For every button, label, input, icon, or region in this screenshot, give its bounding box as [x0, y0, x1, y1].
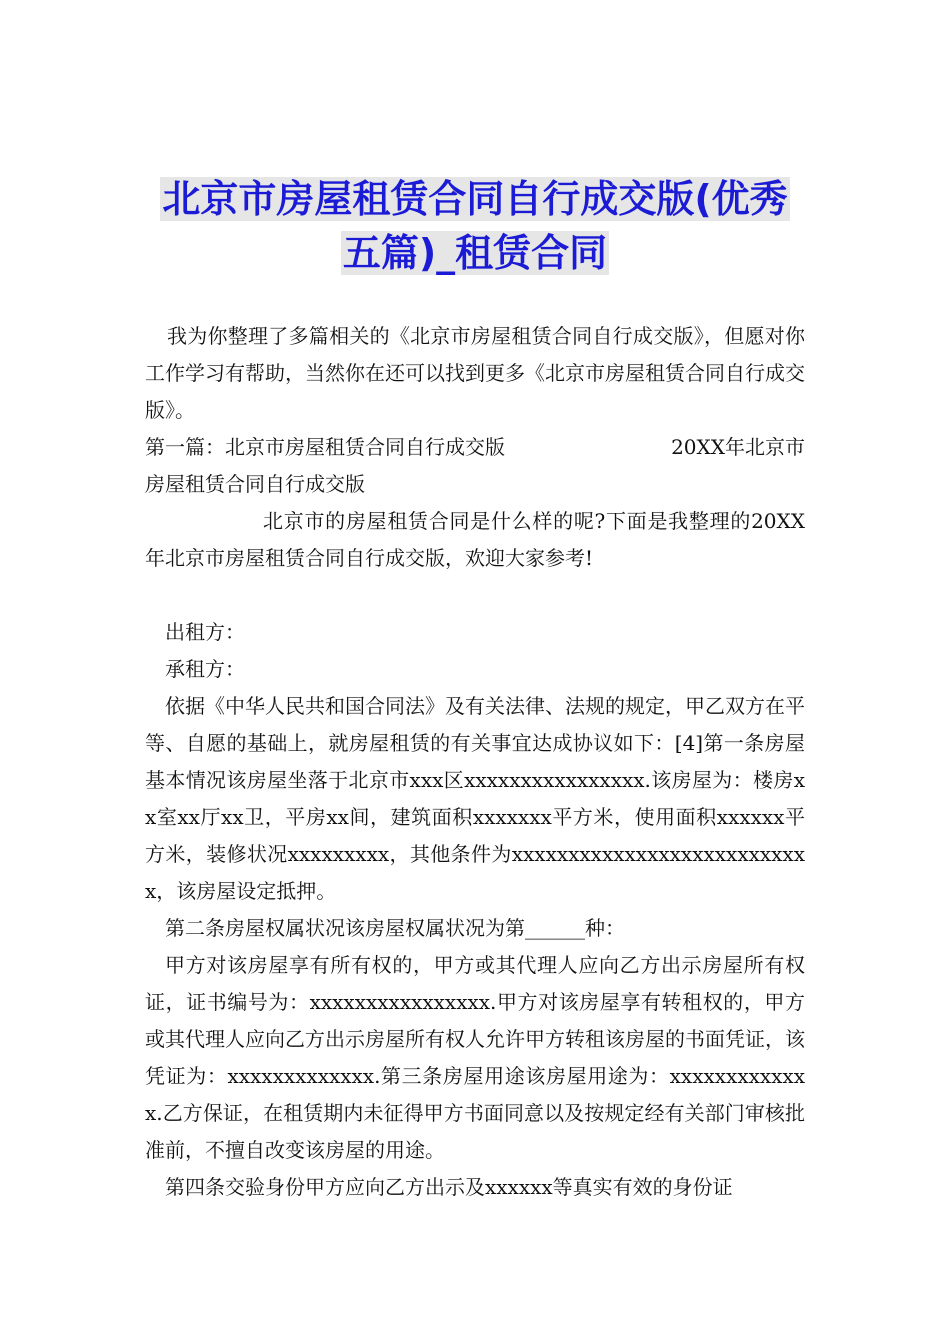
title-line-1: 北京市房屋租赁合同自行成交版(优秀: [162, 177, 788, 221]
article-4-paragraph: 第四条交验身份甲方应向乙方出示及xxxxxx等真实有效的身份证: [165, 1175, 733, 1199]
chapter-heading-continued: 房屋租赁合同自行成交版: [145, 472, 365, 496]
basis-paragraph: 依据《中华人民共和国合同法》及有关法律、法规的规定，甲乙双方在平等、自愿的基础上，就房屋租赁的有关事宜达成协议如下：[4]第一条房屋基本情况该房屋坐落于北京市xxx区xxxxxxxxxxxxxxxx.该房屋为：楼房xx室xx厅xx卫，平房xx间，建筑面积xxxxxxx平方米，使用面积xxxxxx平方米，装修状况xxxxxxxxx，其他条件为xxxxxxxxxxxxxxxxxxxxxxxxxxx，该房屋设定抵押。: [145, 694, 805, 903]
document-body: [145, 318, 805, 1206]
article-2-paragraph: 第二条房屋权属状况该房屋权属状况为第______种：: [165, 916, 625, 940]
lead-paragraph: 北京市的房屋租赁合同是什么样的呢?下面是我整理的20XX年北京市房屋租赁合同自行成交版，欢迎大家参考!: [145, 509, 805, 570]
document-title: [130, 172, 820, 280]
title-line-2: 五篇)_租赁合同: [342, 231, 608, 275]
chapter-heading: 第一篇：北京市房屋租赁合同自行成交版: [145, 435, 505, 459]
intro-paragraph: 我为你整理了多篇相关的《北京市房屋租赁合同自行成交版》，但愿对你工作学习有帮助，当然你在还可以找到更多《北京市房屋租赁合同自行成交版》。: [145, 324, 805, 422]
chapter-heading-line: [145, 429, 805, 466]
rights-paragraph: 甲方对该房屋享有所有权的，甲方或其代理人应向乙方出示房屋所有权证，证书编号为：xxxxxxxxxxxxxxxx.甲方对该房屋享有转租权的，甲方或其代理人应向乙方出示房屋所有权人允许甲方转租该房屋的书面凭证，该凭证为：xxxxxxxxxxxxx.第三条房屋用途该房屋用途为：xxxxxxxxxxxxx.乙方保证，在租赁期内未征得甲方书面同意以及按规定经有关部门审核批准前，不擅自改变该房屋的用途。: [145, 953, 805, 1162]
lessor-line: 出租方：: [165, 620, 245, 644]
blank-line: [145, 577, 805, 614]
lessee-line: 承租方：: [165, 657, 245, 681]
chapter-heading-year: 20XX年北京市: [671, 435, 805, 459]
